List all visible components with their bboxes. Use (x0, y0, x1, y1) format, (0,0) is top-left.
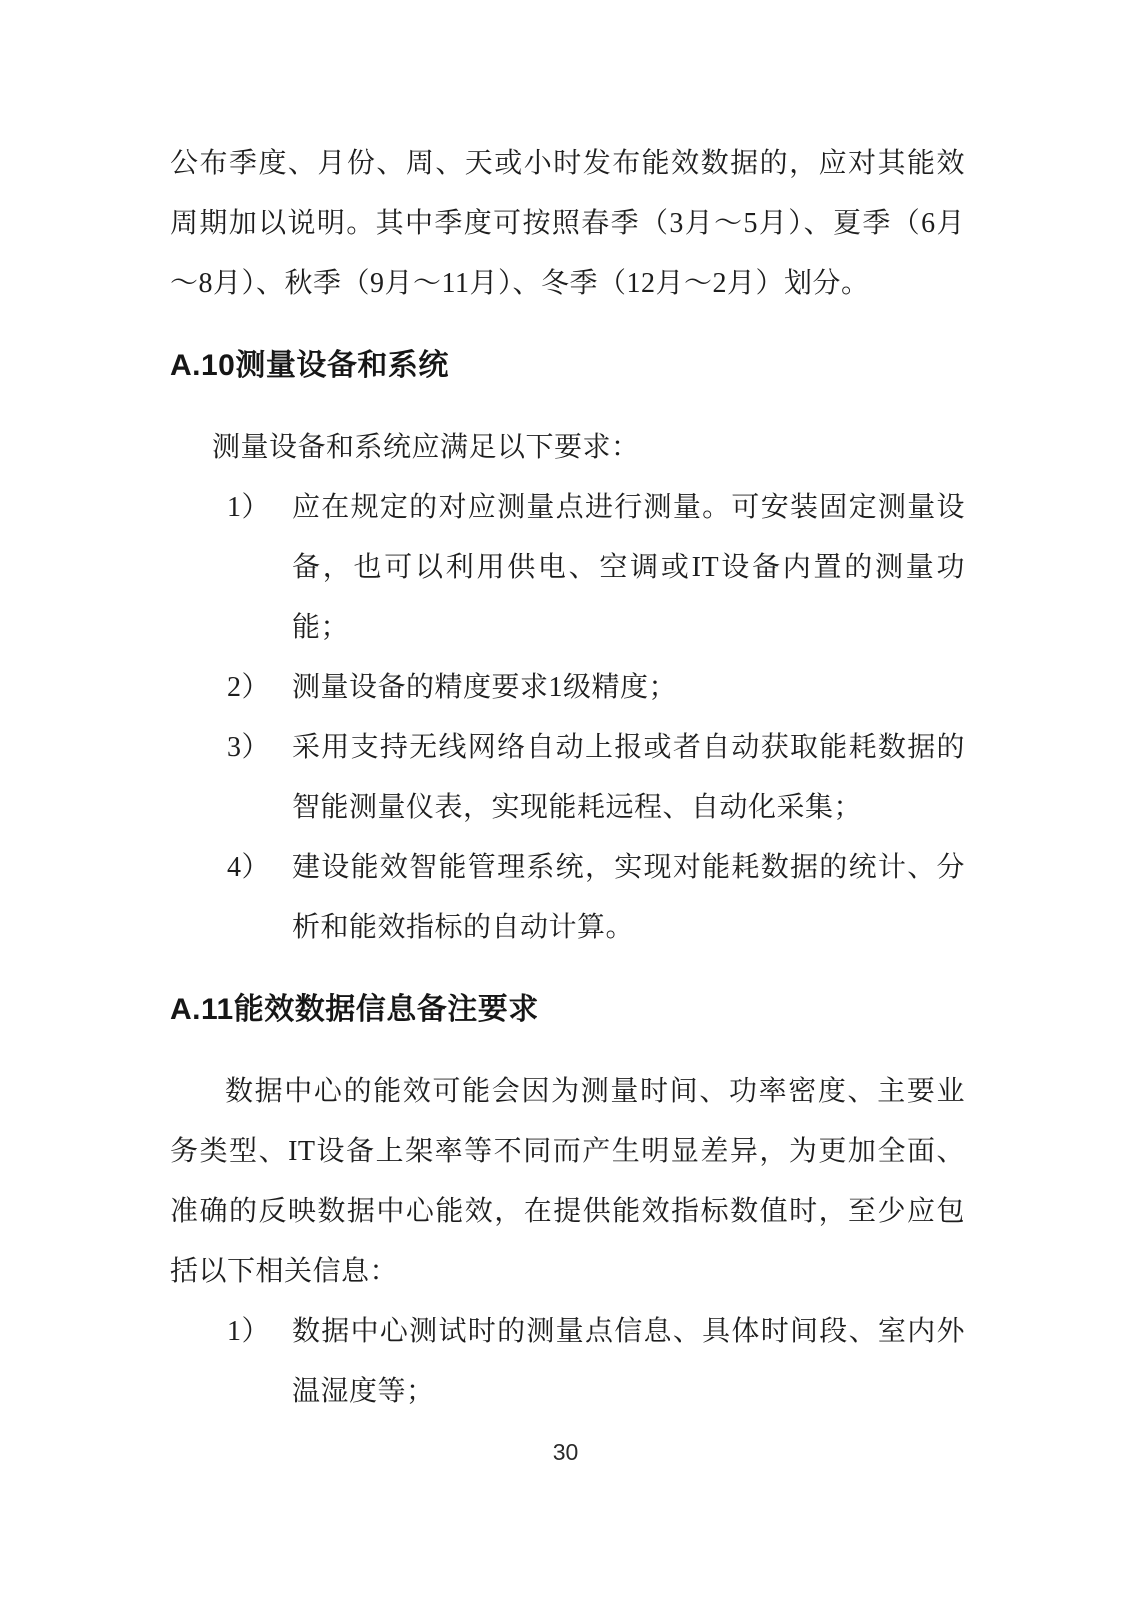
list-item-marker: 1） (227, 492, 271, 523)
list-item (170, 478, 965, 658)
page-content (170, 134, 965, 1422)
intro-paragraph: 公布季度、月份、周、天或小时发布能效数据的，应对其能效周期加以说明。其中季度可按照春季（3月～5月）、夏季（6月～8月）、秋季（9月～11月）、冬季（12月～2月）划分。 (170, 148, 965, 299)
section-heading-a10: A.10测量设备和系统 (170, 349, 449, 382)
page-number: 30 (552, 1439, 579, 1465)
list-item-marker: 2） (227, 672, 271, 703)
section-a11-list (170, 1302, 965, 1422)
list-item-text: 采用支持无线网络自动上报或者自动获取能耗数据的智能测量仪表，实现能耗远程、自动化采集； (292, 732, 965, 823)
list-item-text: 应在规定的对应测量点进行测量。可安装固定测量设备，也可以利用供电、空调或IT设备内置的测量功能； (292, 492, 965, 643)
list-item-marker: 3） (227, 732, 271, 763)
section-a10-lead: 测量设备和系统应满足以下要求： (212, 432, 640, 463)
section-heading-a11: A.11能效数据信息备注要求 (170, 993, 539, 1026)
list-item-marker: 1） (227, 1316, 271, 1347)
list-item-text: 数据中心测试时的测量点信息、具体时间段、室内外温湿度等； (292, 1316, 965, 1407)
list-item (170, 658, 965, 718)
list-item (170, 1302, 965, 1422)
list-item-text: 建设能效智能管理系统，实现对能耗数据的统计、分析和能效指标的自动计算。 (292, 852, 965, 943)
section-a10-list (170, 478, 965, 958)
list-item (170, 718, 965, 838)
section-a11-lead: 数据中心的能效可能会因为测量时间、功率密度、主要业务类型、IT设备上架率等不同而产生明显差异，为更加全面、准确的反映数据中心能效，在提供能效指标数值时，至少应包括以下相关信息： (170, 1076, 965, 1287)
list-item-marker: 4） (227, 852, 271, 883)
list-item-text: 测量设备的精度要求1级精度； (292, 672, 678, 703)
list-item (170, 838, 965, 958)
